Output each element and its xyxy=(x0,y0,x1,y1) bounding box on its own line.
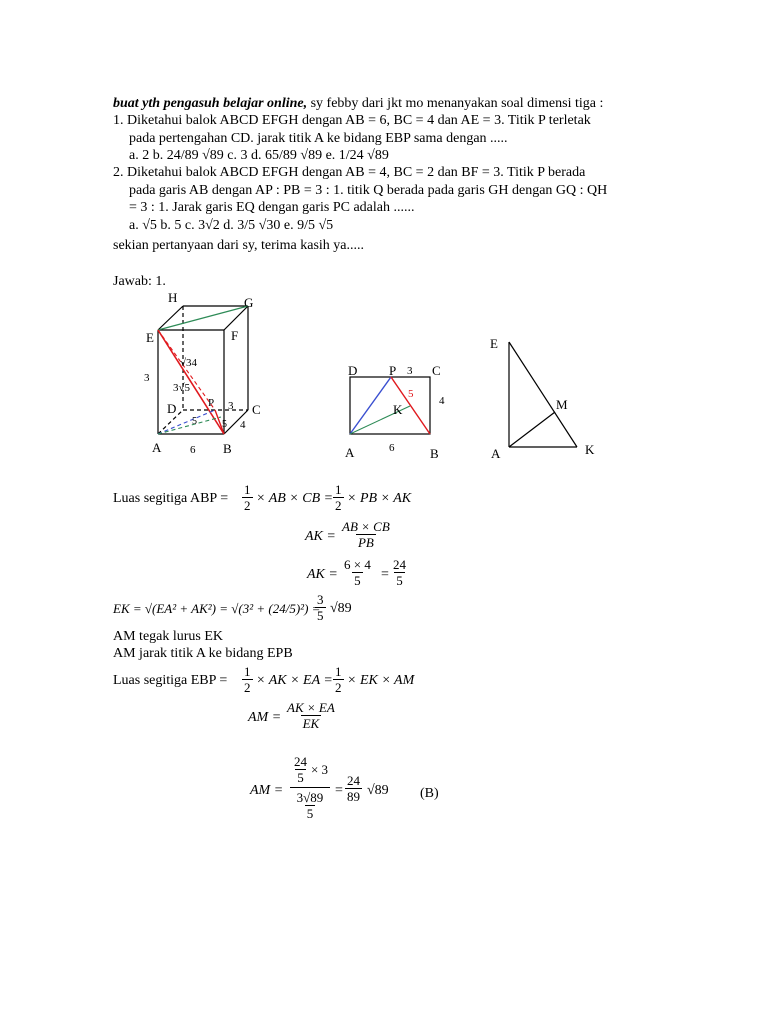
am2-lhs: AM = xyxy=(250,783,284,798)
vertex-label-h: H xyxy=(168,290,178,305)
intro-bold: buat yth pengasuh belajar online, xyxy=(113,96,308,111)
tri-label-a: A xyxy=(491,446,501,461)
vertex-label-b: B xyxy=(223,441,232,456)
am2-compound-fraction xyxy=(290,754,330,821)
rect-bc-value: 4 xyxy=(439,395,445,407)
edge-ae-value: 3 xyxy=(144,372,150,384)
cuboid-labels xyxy=(144,290,261,456)
area-ebp-expr2: × EK × AM xyxy=(347,673,415,688)
closing-line: sekian pertanyaan dari sy, terima kasih ya..... xyxy=(113,238,365,253)
q1-options: a. 2 b. 24/89 √89 c. 3 d. 65/89 √89 e. 1/24 √89 xyxy=(129,148,389,163)
rect-label-a: A xyxy=(345,445,355,460)
area-ebp-label: Luas segitiga EBP = xyxy=(113,673,228,688)
vertex-label-e: E xyxy=(146,330,154,345)
area-abp-expr2: × PB × AK xyxy=(347,491,412,506)
rect-pb-value: 5 xyxy=(408,388,414,400)
vertex-label-a: A xyxy=(152,440,162,455)
rect-label-p: P xyxy=(389,363,397,378)
am-lhs: AM = xyxy=(248,710,282,725)
ek-tail: √89 xyxy=(330,601,352,616)
vertex-label-p: P xyxy=(208,397,215,409)
ak-lhs: AK = xyxy=(305,529,336,544)
tri-label-e: E xyxy=(490,336,498,351)
am-perpendicular-line: AM tegak lurus EK xyxy=(113,629,224,644)
am2-eq: = xyxy=(335,783,343,798)
vertex-label-d: D xyxy=(167,401,177,416)
area-abp-expr1: × AB × CB = xyxy=(256,491,334,506)
segment-pc-value: 3 xyxy=(228,400,234,412)
rect-ab-value: 6 xyxy=(389,442,395,454)
segment-pb-value: 5 xyxy=(222,419,227,430)
half-fraction-2: $\frac{1}{2}$ xyxy=(335,482,342,513)
answer-label: Jawab: 1. xyxy=(113,274,166,289)
triangle-labels xyxy=(490,336,595,461)
q1-line1: 1. Diketahui balok ABCD EFGH dengan AB = 6, BC = 4 dan AE = 3. Titik P terletak xyxy=(113,113,591,128)
am2-tail: √89 xyxy=(367,783,389,798)
segment-ap-small: 5 xyxy=(192,416,197,427)
half-fraction-4: $\frac{1}{2}$ xyxy=(335,664,342,695)
vertex-label-c: C xyxy=(252,402,261,417)
ak2-fraction: $\frac{6 \times 4}{5}$ xyxy=(344,557,371,588)
rect-label-d: D xyxy=(348,363,358,378)
vertex-label-g: G xyxy=(244,295,254,310)
area-ebp-expr1: × AK × EA = xyxy=(256,673,333,688)
rect-dp-value: 3 xyxy=(407,365,413,377)
ak2-result: $\frac{24}{5}$ xyxy=(393,557,406,588)
half-fraction-3: $\frac{1}{2}$ xyxy=(244,664,251,695)
q2-line2: pada garis AB dengan AP : PB = 3 : 1. titik Q berada pada garis GH dengan GQ : QH xyxy=(129,183,608,198)
vertex-label-f: F xyxy=(231,328,239,343)
q2-line3: = 3 : 1. Jarak garis EQ dengan garis PC adalah ...... xyxy=(129,200,415,215)
segment-ek-value: √34 xyxy=(180,357,198,369)
am2-main-bar xyxy=(290,787,330,788)
am2-numerator: $\frac{24}{5}$ × 3 xyxy=(293,754,329,785)
ak-fraction: $\frac{AB \times CB}{PB}$ xyxy=(342,519,390,550)
ak2-eq: = xyxy=(381,567,389,582)
rect-label-k: K xyxy=(393,402,403,417)
q2-line1: 2. Diketahui balok ABCD EFGH dengan AB = 4, BC = 2 dan BF = 3. Titik P berada xyxy=(113,165,586,180)
figures-svg xyxy=(0,0,768,470)
edge-bc-value: 4 xyxy=(240,419,246,431)
half-fraction: $\frac{1}{2}$ xyxy=(244,482,251,513)
answer-choice: (B) xyxy=(420,786,439,801)
base-rectangle-figure xyxy=(350,377,430,434)
area-abp-label: Luas segitiga ABP = xyxy=(113,491,229,506)
am2-denominator: $\frac{3√89}{5}$ xyxy=(296,790,324,821)
q1-line2: pada pertengahan CD. jarak titik A ke bidang EBP sama dengan ..... xyxy=(129,131,508,146)
rect-label-c: C xyxy=(432,363,441,378)
am-distance-line: AM jarak titik A ke bidang EPB xyxy=(113,646,293,661)
intro-rest: sy febby dari jkt mo menanyakan soal dimensi tiga : xyxy=(307,96,604,111)
ek-fraction: $\frac{3}{5}$ xyxy=(317,592,324,623)
am-fraction: $\frac{AK \times EA}{EK}$ xyxy=(287,700,335,731)
segment-ap-value: 3√5 xyxy=(173,382,191,394)
ak2-lhs: AK = xyxy=(307,567,338,582)
rect-label-b: B xyxy=(430,446,439,461)
edge-ab-value: 6 xyxy=(190,444,196,456)
tri-label-m: M xyxy=(556,397,568,412)
triangle-figure xyxy=(509,342,577,447)
tri-label-k: K xyxy=(585,442,595,457)
ek-expression: EK = √(EA² + AK²) = √(3² + (24/5)²) = xyxy=(113,601,321,616)
am2-result-fraction: $\frac{24}{89}$ xyxy=(347,773,360,804)
q2-options: a. √5 b. 5 c. 3√2 d. 3/5 √30 e. 9/5 √5 xyxy=(129,218,334,233)
